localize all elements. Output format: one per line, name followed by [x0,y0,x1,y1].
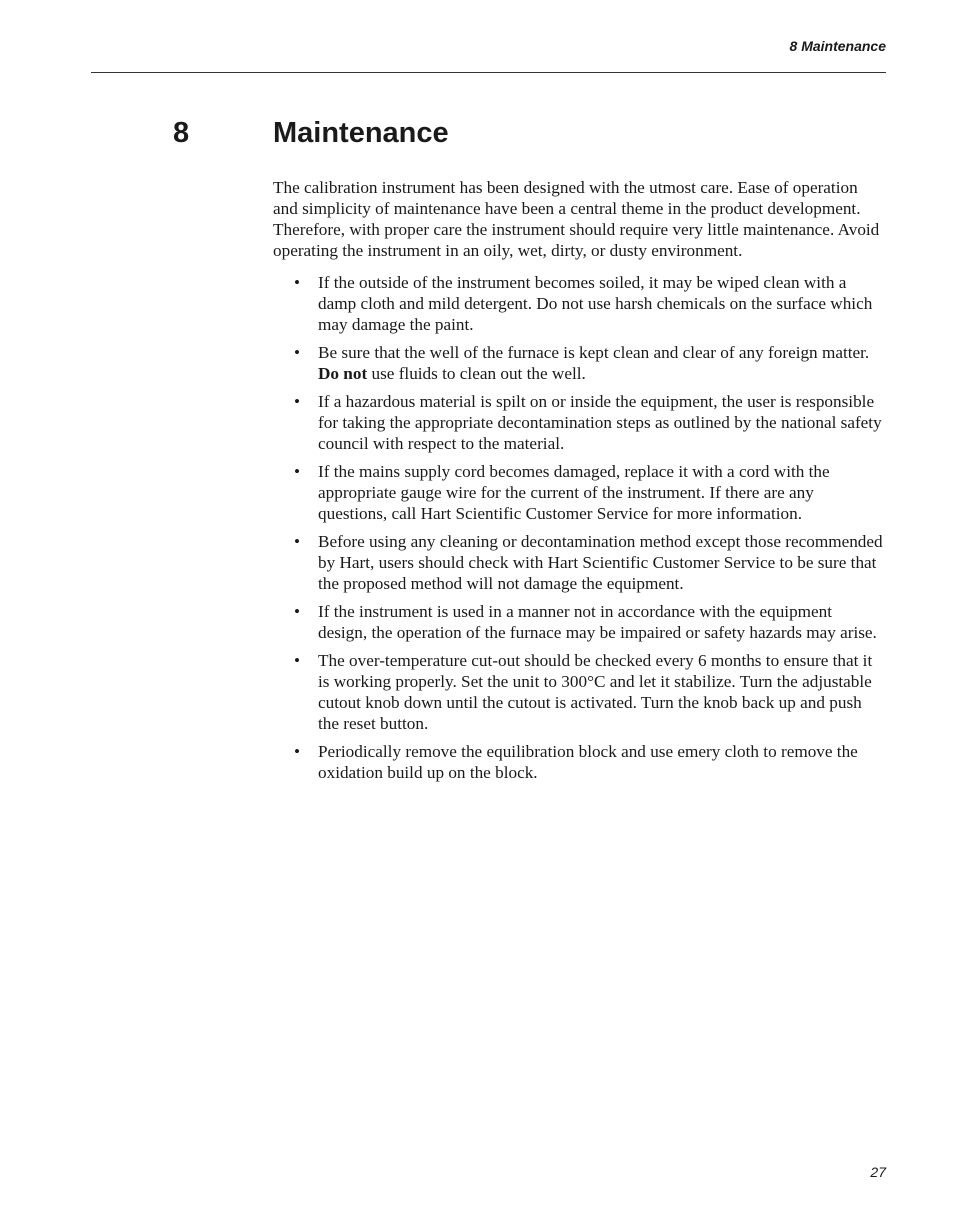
chapter-heading [0,113,954,153]
list-item [273,342,883,384]
body-content [273,177,883,790]
list-item-text-after: use fluids to clean out the well. [367,364,586,383]
list-item-text: Before using any cleaning or decontamination method except those recommended by Hart, users should check with Hart Scientific Customer Service to be sure that the proposed method will not damage the equipment. [318,532,883,593]
list-item [273,741,883,783]
bullet-icon: • [294,742,301,761]
list-item-emphasis: Do not [318,364,368,383]
list-item-text: If a hazardous material is spilt on or inside the equipment, the user is responsible for taking the appropriate decontamination steps as outlined by the national safety council with respect to the material. [318,392,882,453]
bullet-icon: • [294,651,301,670]
list-item-text [318,343,869,383]
bullet-icon: • [294,343,301,362]
list-item [273,391,883,454]
list-item-text-before: Be sure that the well of the furnace is kept clean and clear of any foreign matter. [318,343,870,362]
list-item [273,272,883,335]
chapter-title: Maintenance [273,117,449,149]
list-item [273,650,883,734]
list-item [273,461,883,524]
bullet-icon: • [294,462,301,481]
maintenance-list [273,272,883,783]
page-number: 27 [870,1164,886,1180]
bullet-icon: • [294,602,301,621]
bullet-icon: • [294,273,301,292]
list-item-text: If the outside of the instrument becomes soiled, it may be wiped clean with a damp cloth and mild detergent. Do not use harsh chemicals on the surface which may damage the paint. [318,273,873,334]
chapter-number: 8 [173,117,190,149]
list-item-text: Periodically remove the equilibration block and use emery cloth to remove the oxidation build up on the block. [318,742,858,782]
list-item [273,601,883,643]
list-item [273,531,883,594]
bullet-icon: • [294,392,301,411]
running-header: 8 Maintenance [789,38,886,54]
header-rule [91,72,886,73]
bullet-icon: • [294,532,301,551]
list-item-text: The over-temperature cut-out should be checked every 6 months to ensure that it is working properly. Set the unit to 300°C and let it stabilize. Turn the adjustable cutout knob down until the cutout is activated. Turn the knob back up and push the reset button. [318,651,873,733]
list-item-text: If the mains supply cord becomes damaged, replace it with a cord with the appropriate gauge wire for the current of the instrument. If there are any questions, call Hart Scientific Customer Service for more information. [318,462,830,523]
list-item-text: If the instrument is used in a manner not in accordance with the equipment design, the operation of the furnace may be impaired or safety hazards may arise. [318,602,877,642]
intro-paragraph: The calibration instrument has been designed with the utmost care. Ease of operation and simplicity of maintenance have been a central theme in the product development. Therefore, with proper care the instrument should require very little maintenance. Avoid operating the instrument in an oily, wet, dirty, or dusty environment. [273,178,880,260]
